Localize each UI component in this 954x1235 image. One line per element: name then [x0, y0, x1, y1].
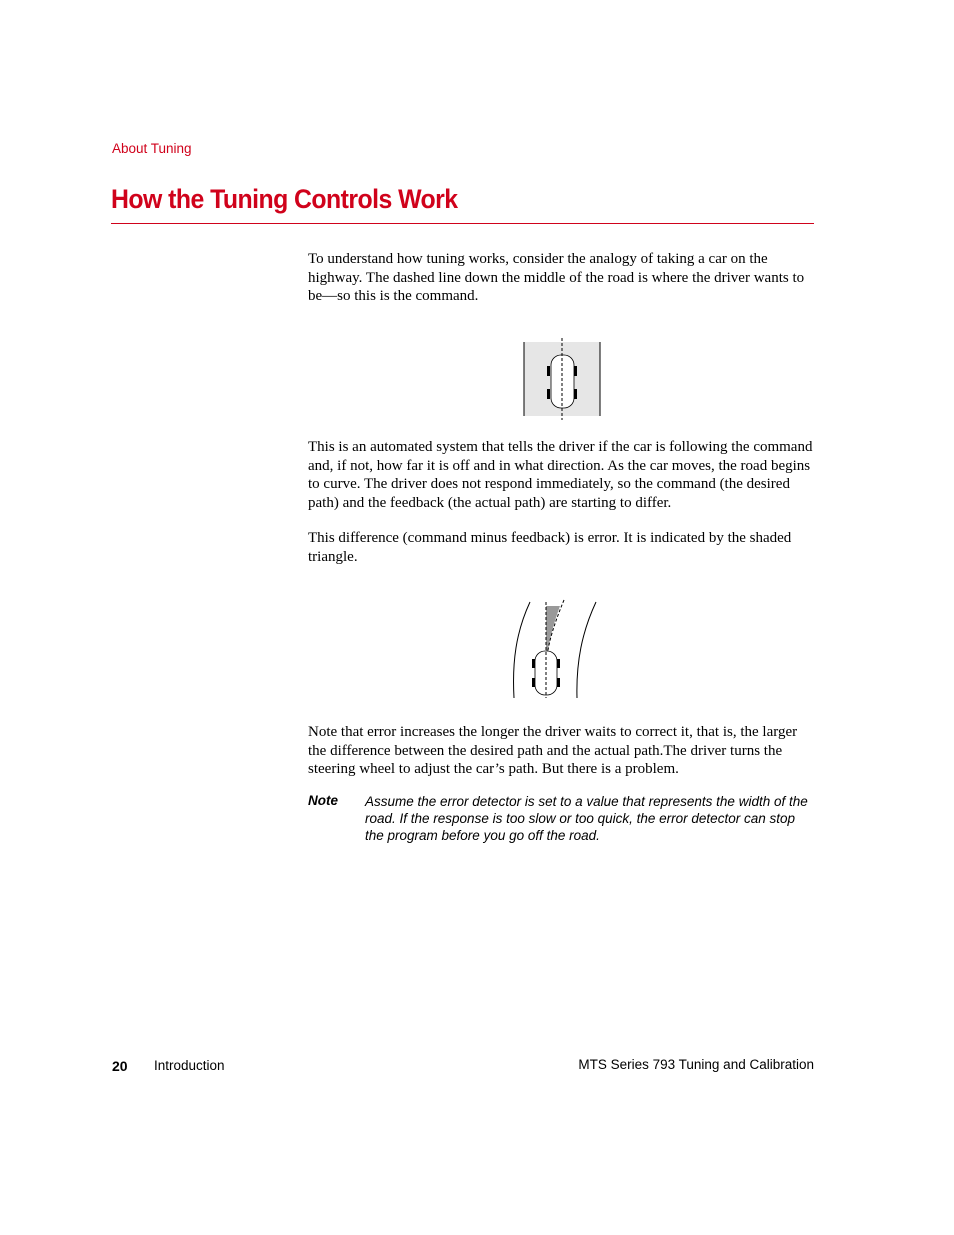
note-text: Assume the error detector is set to a value that represents the width of the road. If the response is too slow or too quick, the error detector can stop the program before you go off the road.	[365, 794, 808, 843]
paragraph-automated-system: This is an automated system that tells the driver if the car is following the command and, if not, how far it is off and in what direction. As the car moves, the road begins to curve. The driver does not respond immediately, so the command (the desired path) and the feedback (the actual path) are starting to differ.	[308, 439, 813, 511]
title-rule	[111, 223, 814, 224]
paragraph-intro: To understand how tuning works, consider the analogy of taking a car on the highway. The dashed line down the middle of the road is where the driver wants to be—so this is the command.	[308, 251, 805, 305]
car-wheel	[574, 366, 577, 376]
page-title: How the Tuning Controls Work	[111, 184, 458, 214]
car-wheel	[547, 366, 550, 376]
footer-document-title: MTS Series 793 Tuning and Calibration	[578, 1057, 814, 1072]
car-wheel	[574, 389, 577, 399]
car-wheel	[557, 678, 560, 687]
breadcrumb: About Tuning	[112, 141, 192, 156]
note-label: Note	[308, 793, 338, 808]
car-wheel	[532, 678, 535, 687]
car-wheel	[557, 659, 560, 668]
paragraph-error: This difference (command minus feedback) is error. It is indicated by the shaded triangle.	[308, 530, 792, 565]
road-left-edge	[514, 602, 530, 698]
road-right-edge	[577, 602, 596, 698]
straight-road-figure	[520, 338, 604, 420]
page-number: 20	[112, 1058, 128, 1074]
car-wheel	[532, 659, 535, 668]
curved-road-figure	[510, 598, 600, 700]
paragraph-error-increases: Note that error increases the longer the driver waits to correct it, that is, the larger the difference between the desired path and the actual path.The driver turns the steering wheel to adjust the car’s path. But there is a problem.	[308, 724, 798, 778]
footer-section-name: Introduction	[154, 1058, 225, 1073]
car-wheel	[547, 389, 550, 399]
